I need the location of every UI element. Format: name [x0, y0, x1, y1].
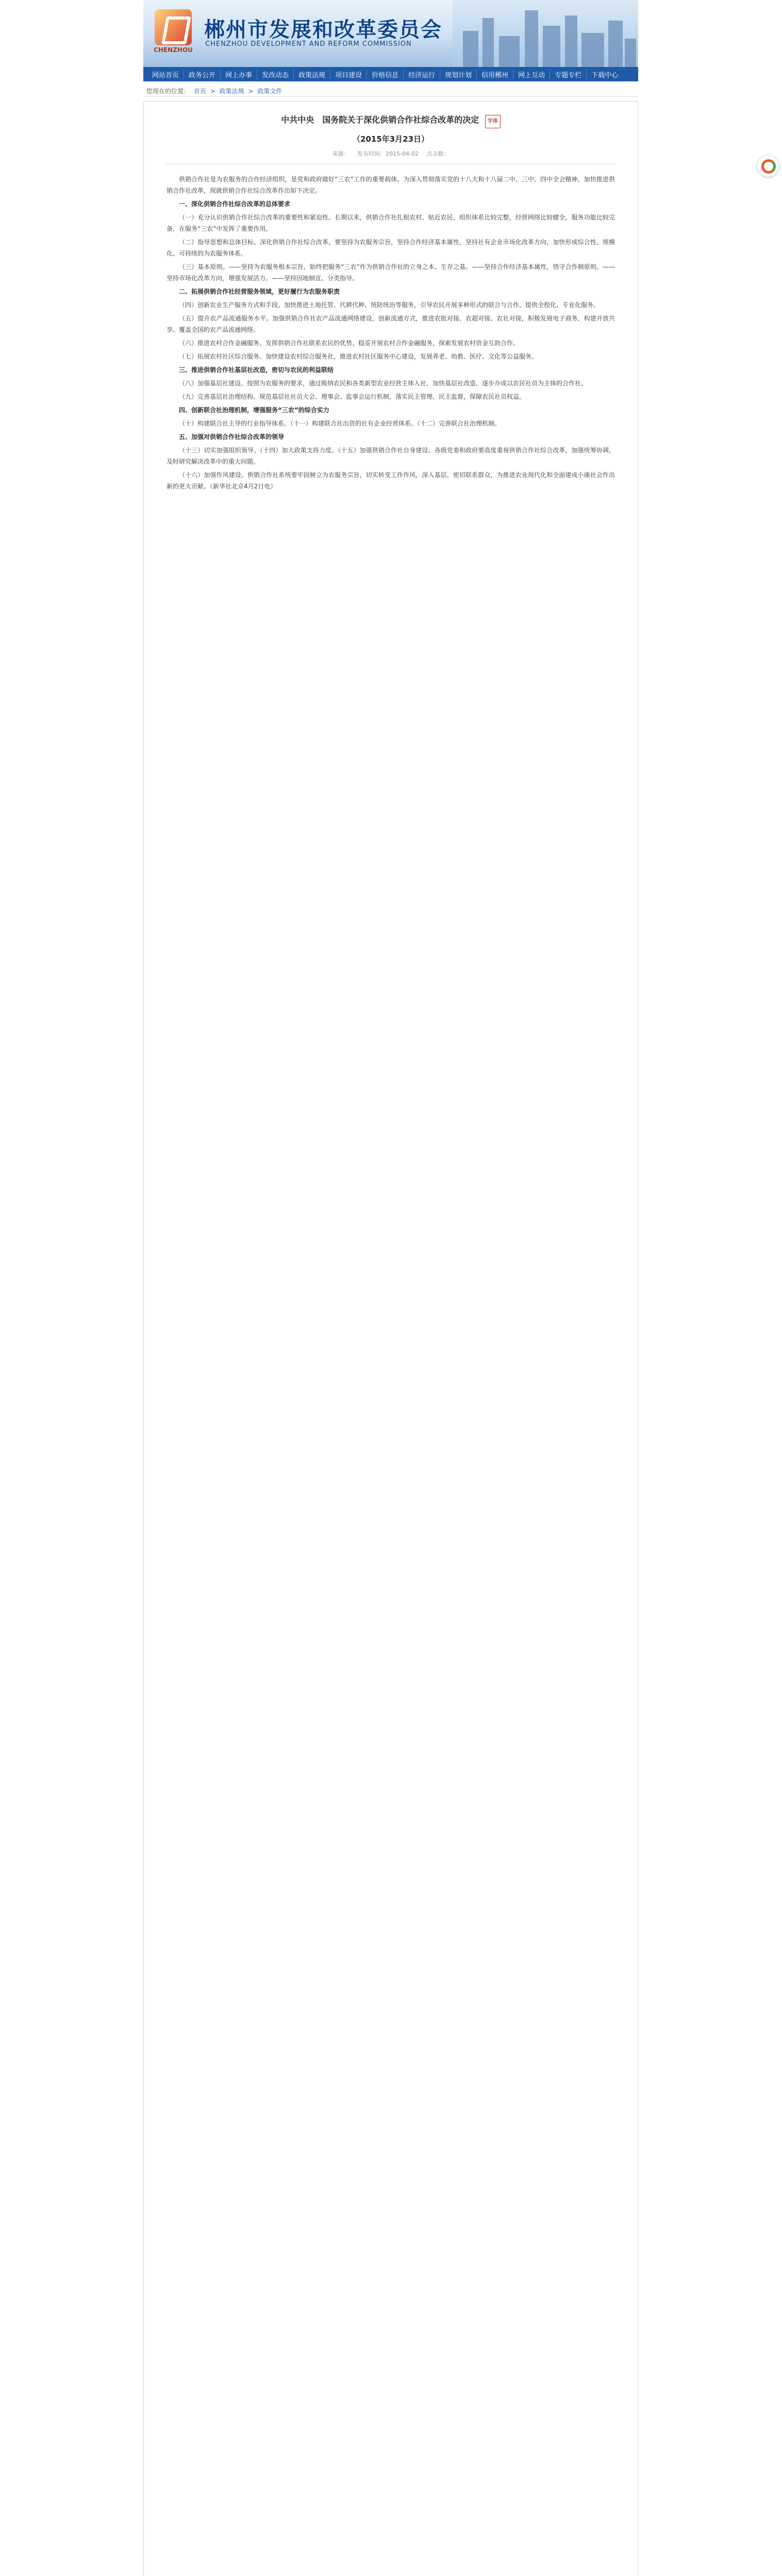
article-paragraph: （六）推进农村合作金融服务。发挥供销合作社联系农民的优势，稳妥开展农村合作金融服务，探索发展农村资金互助合作。	[179, 340, 520, 347]
nav-item-interaction[interactable]: 网上互动	[513, 70, 550, 79]
breadcrumb-separator: >	[210, 88, 215, 95]
article-title	[167, 114, 615, 128]
article-meta	[167, 149, 615, 164]
article-paragraph: （七）拓展农村社区综合服务。加快建设农村综合服务社，推进农村社区服务中心建设，发展养老、幼教、医疗、文化等公益服务。	[179, 353, 538, 360]
logo-tag: CHENZHOU	[154, 46, 193, 54]
nav-item-credit[interactable]: 信用郴州	[477, 70, 513, 79]
meta-source: 来源：	[332, 150, 350, 157]
article-section-heading: 一、深化供销合作社综合改革的总体要求	[179, 200, 291, 208]
article-section-heading: 五、加强对供销合作社综合改革的领导	[179, 433, 285, 440]
article-paragraph: （五）提升农产品流通服务水平。加强供销合作社农产品流通网络建设，创新流通方式，推进农批对接、农超对接、农社对接，积极发展电子商务，构建开放共享、覆盖全国的农产品流通网络。	[167, 315, 615, 333]
logo-mark-icon	[155, 9, 192, 45]
nav-item-topics[interactable]: 专题专栏	[550, 70, 587, 79]
breadcrumb-policy[interactable]: 政策法规	[219, 88, 244, 95]
meta-views: 点击数：	[426, 150, 450, 157]
nav-item-downloads[interactable]: 下载中心	[591, 71, 619, 79]
article-paragraph: （十）构建联合社主导的行业指导体系。（十一）构建联合社出资的社有企业经营体系。（十二）完善联合社治理机制。	[179, 420, 501, 427]
floating-feedback-button[interactable]	[757, 155, 779, 177]
article-paragraph: （二）指导思想和总体目标。深化供销合作社综合改革，要坚持为农服务宗旨，坚持合作经济基本属性，坚持社有企业市场化改革方向，加快形成综合性、规模化、可持续的为农服务体系。	[167, 239, 615, 257]
article-section-heading: 二、拓展供销合作社经营服务领域，更好履行为农服务职责	[179, 288, 340, 295]
breadcrumb-prefix: 您现在的位置：	[146, 88, 190, 95]
article-paragraph: （九）完善基层社治理结构。规范基层社社员大会、理事会、监事会运行机制，落实民主管理、民主监督，保障农民社员权益。	[179, 393, 526, 400]
breadcrumb-separator: >	[248, 88, 254, 95]
article-paragraph: （八）加强基层社建设。按照为农服务的要求，通过吸纳农民和各类新型农业经营主体入社，加快基层社改造，逐步办成以农民社员为主体的合作社。	[179, 380, 588, 387]
content-column	[143, 0, 638, 2576]
nav-item-prices[interactable]: 价格信息	[367, 70, 404, 79]
font-size-button[interactable]: 字体	[485, 115, 501, 128]
nav-item-news[interactable]: 发改动态	[257, 70, 294, 79]
article-paragraph: （十六）加强作风建设。供销合作社系统要牢固树立为农服务宗旨，切实转变工作作风，深入基层，密切联系群众，为推进农业现代化和全面建成小康社会作出新的更大贡献。（新华社北京4月2日电）	[167, 471, 615, 490]
meta-date: 发布时间：2015-04-02	[357, 150, 419, 157]
main-nav	[143, 67, 638, 81]
site-subtitle: CHENZHOU DEVELOPMENT AND REFORM COMMISSION	[205, 40, 412, 48]
nav-item-policy[interactable]: 政策法规	[294, 70, 330, 79]
nav-item-planning[interactable]: 规划计划	[440, 70, 477, 79]
site-header	[143, 0, 638, 67]
skyline-image	[453, 0, 638, 67]
article-section-heading: 三、推进供销合作社基层社改造，密切与农民的利益联结	[179, 366, 334, 374]
site-title: 郴州市发展和改革委员会	[204, 18, 442, 42]
article-body	[167, 174, 615, 492]
article-paragraph: （一）充分认识供销合作社综合改革的重要性和紧迫性。长期以来，供销合作社扎根农村、贴近农民，组织体系比较完整，经营网络比较健全，服务功能比较完备，在服务“三农”中发挥了重要作用。	[167, 214, 615, 232]
nav-item-projects[interactable]: 项目建设	[330, 70, 367, 79]
article-date-line: （2015年3月23日）	[352, 134, 429, 144]
nav-item-home[interactable]: 网站首页	[147, 70, 184, 79]
article-paragraph: （十三）切实加强组织领导。（十四）加大政策支持力度。（十五）加强供销合作社自身建设。各级党委和政府要高度重视供销合作社综合改革，加强统筹协调，及时研究解决改革中的重大问题。	[167, 447, 615, 465]
article-paragraph: （三）基本原则。——坚持为农服务根本宗旨，始终把服务“三农”作为供销合作社的立身之本、生存之基。——坚持合作经济基本属性，恪守合作制原则。——坚持市场化改革方向，增强发展活力。——坚持因地制宜、分类指导。	[167, 263, 615, 282]
nav-item-gov-affairs[interactable]: 政务公开	[184, 70, 221, 79]
site-logo[interactable]	[153, 9, 194, 55]
article	[143, 101, 638, 2576]
article-section-heading: 四、创新联合社治理机制，增强服务“三农”的综合实力	[179, 406, 329, 414]
breadcrumb-policy-files[interactable]: 政策文件	[257, 88, 282, 95]
feedback-g-icon	[761, 159, 776, 174]
article-paragraph: （四）创新农业生产服务方式和手段。加快推进土地托管、代耕代种、统防统治等服务，引导农民开展多种形式的联合与合作，提供全程化、专业化服务。	[179, 301, 600, 309]
article-title-text: 中共中央 国务院关于深化供销合作社综合改革的决定	[281, 115, 479, 125]
nav-item-economy[interactable]: 经济运行	[404, 70, 440, 79]
breadcrumb-home[interactable]: 首页	[193, 88, 206, 95]
breadcrumb	[143, 86, 638, 97]
nav-item-online-service[interactable]: 网上办事	[221, 70, 257, 79]
article-paragraph: 供销合作社是为农服务的合作经济组织，是党和政府做好“三农”工作的重要载体。为深入贯彻落实党的十八大和十八届二中、三中、四中全会精神，加快推进供销合作社改革，现就供销合作社综合改革作出如下决定。	[167, 176, 615, 194]
